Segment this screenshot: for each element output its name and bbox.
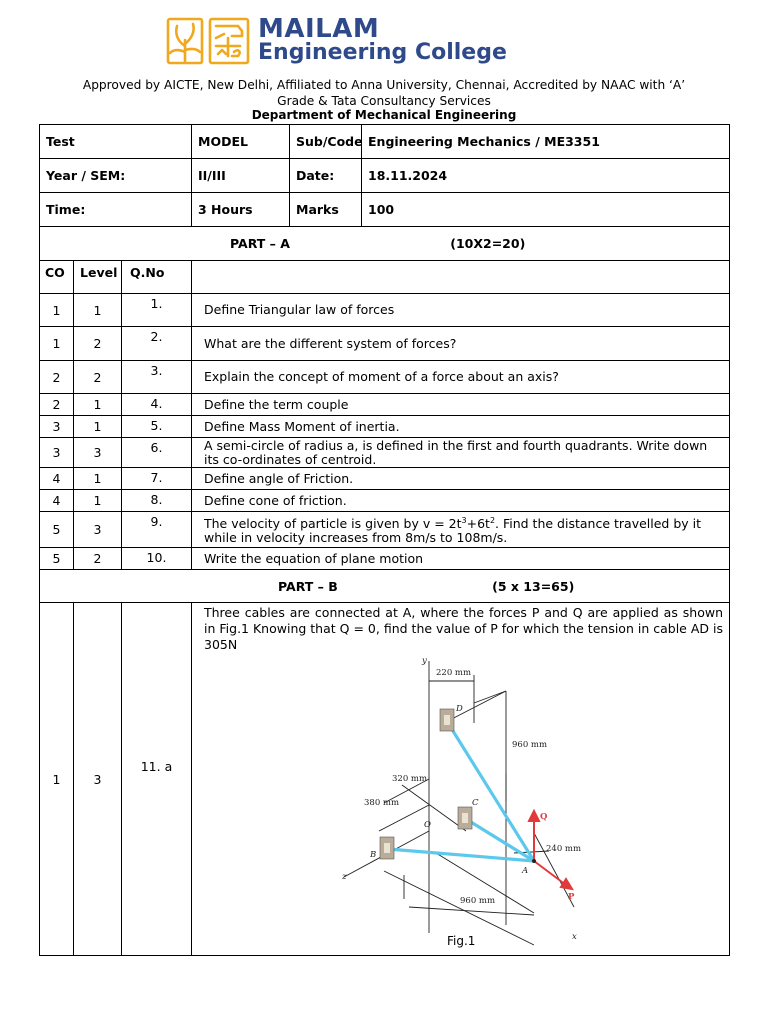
question-number: 4. (122, 394, 192, 416)
dim-960-vertical: 960 mm (512, 740, 548, 750)
label-O: O (424, 820, 431, 830)
meta-row-time (40, 193, 730, 227)
question-text: Define Triangular law of forces (192, 294, 730, 327)
question-level: 1 (74, 394, 122, 416)
time-value: 3 Hours (192, 193, 290, 227)
marks-value: 100 (362, 193, 730, 227)
bracket-D (440, 709, 454, 731)
meta-row-year (40, 159, 730, 193)
part-b-title: PART – B (278, 578, 338, 594)
column-header-row (40, 261, 730, 294)
question-number: 8. (122, 490, 192, 512)
part-a-header (40, 227, 730, 261)
question-paper-table (39, 124, 730, 956)
force-P-line (534, 861, 566, 885)
question-number: 10. (122, 548, 192, 570)
question-row (40, 468, 730, 490)
question-text: Explain the concept of moment of a force about an axis? (192, 361, 730, 394)
question-level: 1 (74, 294, 122, 327)
question-row (40, 416, 730, 438)
question-text: A semi-circle of radius a, is defined in the first and fourth quadrants. Write down its co-ordinates of centroid. (192, 438, 730, 468)
cable-AB (388, 849, 534, 861)
figure-1 (204, 653, 724, 949)
question-number: 1. (122, 294, 192, 327)
question-co: 4 (40, 490, 74, 512)
q11-text: Three cables are connected at A, where the forces P and Q are applied as shown in Fig.1 Knowing that Q = 0, find the value of P for which the tension in cable AD is 305N (204, 605, 723, 652)
question-number: 5. (122, 416, 192, 438)
question-level: 2 (74, 548, 122, 570)
question-text-part: . Find the distance travelled by it while in velocity increases from 8m/s to 108m/s. (204, 516, 702, 546)
q11-co: 1 (40, 603, 74, 956)
question-row (40, 394, 730, 416)
question-level: 3 (74, 512, 122, 548)
question-number: 6. (122, 438, 192, 468)
question-text: Define the term couple (192, 394, 730, 416)
question-number: 9. (122, 512, 192, 548)
question-text-part: 2 (489, 515, 496, 525)
question-text: Write the equation of plane motion (192, 548, 730, 570)
question-co: 5 (40, 512, 74, 548)
col-co-header: CO (40, 261, 74, 294)
meta-row-test (40, 125, 730, 159)
q11-content (192, 603, 730, 956)
label-A: A (522, 866, 529, 876)
part-a-title: PART – A (230, 236, 290, 251)
question-co: 3 (40, 438, 74, 468)
question-co: 1 (40, 327, 74, 361)
bracket-C (458, 807, 472, 829)
question-row (40, 490, 730, 512)
q11-level: 3 (74, 603, 122, 956)
year-label: Year / SEM: (40, 159, 192, 193)
question-level: 2 (74, 327, 122, 361)
marks-label: Marks (290, 193, 362, 227)
q11-number: 11. a (122, 603, 192, 956)
dim-960-horizontal: 960 mm (460, 896, 496, 906)
department-name: Department of Mechanical Engineering (251, 108, 517, 122)
question-text: Define Mass Moment of inertia. (192, 416, 730, 438)
question-level: 1 (74, 468, 122, 490)
approval-line1: Approved by AICTE, New Delhi, Affiliated to Anna University, Chennai, Accredited by NAAC with ‘A’ (82, 78, 686, 92)
part-a-marks: (10X2=20) (450, 236, 526, 251)
question-text: What are the different system of forces? (192, 327, 730, 361)
col-qno-header: Q.No (122, 261, 192, 294)
question-number: 2. (122, 327, 192, 361)
col-level-header: Level (74, 261, 122, 294)
dim-380: 380 mm (364, 798, 400, 808)
question-row (40, 548, 730, 570)
label-C: C (472, 798, 479, 808)
time-label: Time: (40, 193, 192, 227)
subcode-label: Sub/Code (290, 125, 362, 159)
question-number: 7. (122, 468, 192, 490)
year-value: II/III (192, 159, 290, 193)
question-co: 2 (40, 361, 74, 394)
part-b-marks: (5 x 13=65) (492, 578, 575, 594)
question-level: 1 (74, 490, 122, 512)
label-B: B (370, 850, 377, 860)
label-z: z (342, 872, 347, 882)
force-Q-arrowhead (529, 811, 539, 821)
question-co: 3 (40, 416, 74, 438)
subcode-value: Engineering Mechanics / ME3351 (362, 125, 730, 159)
label-Q: Q (540, 812, 548, 822)
question-text: Define angle of Friction. (192, 468, 730, 490)
question-text-part: +6t (466, 516, 490, 532)
label-x: x (572, 932, 577, 942)
date-value: 18.11.2024 (362, 159, 730, 193)
test-label: Test (40, 125, 192, 159)
question-text-part: The velocity of particle is given by v = 2t (204, 516, 462, 532)
college-name-line2: Engineering College (258, 40, 507, 65)
question-row (40, 361, 730, 394)
date-label: Date: (290, 159, 362, 193)
page-header (0, 0, 768, 124)
question-row (40, 512, 730, 548)
approval-text (40, 77, 728, 109)
dim-240: 240 mm (546, 844, 582, 854)
part-b-header (40, 570, 730, 603)
college-emblem-icon (166, 16, 250, 66)
question-11a-row (40, 603, 730, 956)
question-level: 3 (74, 438, 122, 468)
test-value: MODEL (192, 125, 290, 159)
force-P-arrowhead (561, 879, 572, 889)
question-text (192, 512, 730, 548)
question-co: 5 (40, 548, 74, 570)
dim-220: 220 mm (436, 668, 472, 678)
question-row (40, 438, 730, 468)
question-co: 4 (40, 468, 74, 490)
label-y: y (422, 656, 427, 666)
question-level: 2 (74, 361, 122, 394)
college-name-line1: MAILAM (258, 14, 380, 44)
bracket-B (380, 837, 394, 859)
dim-320: 320 mm (392, 774, 428, 784)
question-number: 3. (122, 361, 192, 394)
question-text: Define cone of friction. (192, 490, 730, 512)
label-P: P (568, 892, 575, 902)
question-level: 1 (74, 416, 122, 438)
question-text-part: 3 (461, 515, 467, 525)
question-row (40, 294, 730, 327)
approval-line2: Grade & Tata Consultancy Services (277, 94, 491, 108)
college-logo (166, 16, 586, 68)
part-a-questions (40, 294, 730, 570)
label-D: D (456, 704, 463, 714)
question-co: 1 (40, 294, 74, 327)
question-row (40, 327, 730, 361)
figure-caption: Fig.1 (447, 934, 476, 948)
question-co: 2 (40, 394, 74, 416)
